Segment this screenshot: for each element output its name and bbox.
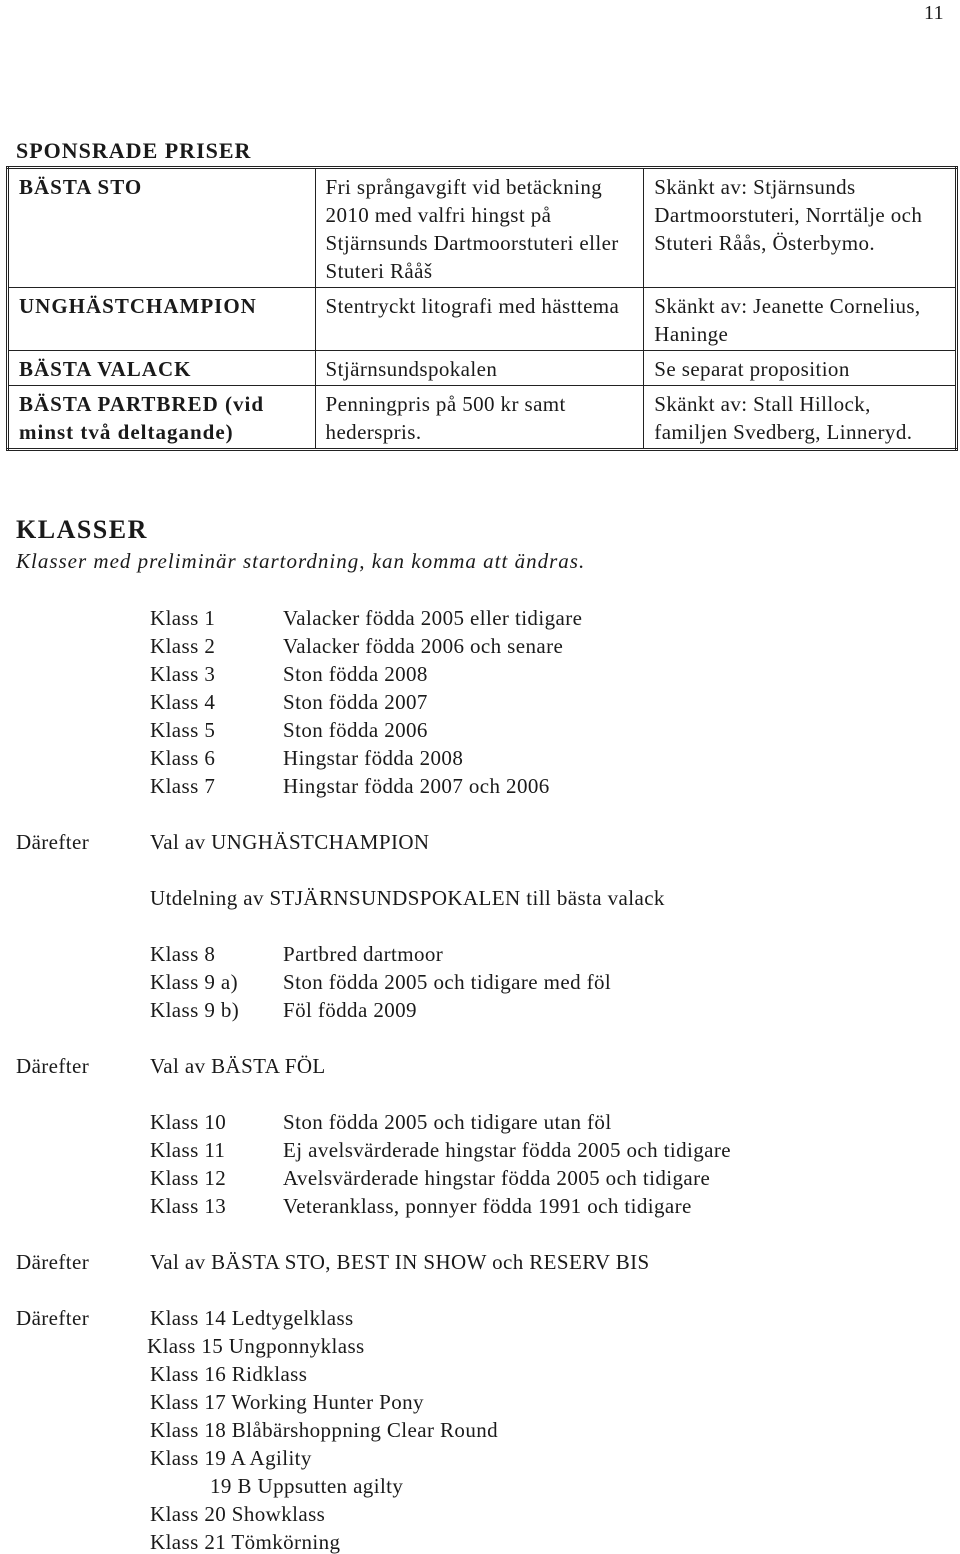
afterwards-label: Därefter [16, 830, 90, 854]
classes-subtitle: Klasser med preliminär startordning, kan komma att ändras. [16, 549, 586, 573]
class-label: Klass 10 [150, 1110, 227, 1134]
table-row [8, 386, 957, 450]
class-label: Klass 12 [150, 1166, 227, 1190]
class-label: Klass 4 [150, 690, 216, 714]
class-description: Partbred dartmoor [283, 942, 444, 966]
class-description: Ston födda 2008 [283, 662, 428, 686]
afterwards-text: Val av UNGHÄSTCHAMPION [150, 830, 430, 854]
class-item: Klass 16 Ridklass [150, 1362, 308, 1386]
prize-donor: Skänkt av: Stjärnsunds Dartmoorstuteri, Norrtälje och Stuteri Råås, Österbymo. [654, 175, 923, 255]
award-text: Utdelning av STJÄRNSUNDSPOKALEN till bästa valack [150, 886, 665, 910]
class-label: Klass 5 [150, 718, 216, 742]
class-item: 19 B Uppsutten agilty [210, 1474, 404, 1498]
prize-description: Fri språngavgift vid betäckning 2010 med valfri hingst på Stjärnsunds Dartmoorstuteri eller Stuteri Rååš [315, 168, 644, 288]
class-item: Klass 15 Ungponnyklass [147, 1334, 365, 1358]
prize-donor: Se separat proposition [644, 351, 957, 386]
class-label: Klass 11 [150, 1138, 226, 1162]
class-description: Valacker födda 2006 och senare [283, 634, 564, 658]
afterwards-label: Därefter [16, 1306, 90, 1330]
afterwards-label: Därefter [16, 1250, 90, 1274]
class-description: Hingstar födda 2007 och 2006 [283, 774, 550, 798]
class-label: Klass 6 [150, 746, 216, 770]
prize-description: Stjärnsundspokalen [315, 351, 644, 386]
prize-name: UNGHÄSTCHAMPION [8, 288, 316, 351]
class-label: Klass 1 [150, 606, 216, 630]
afterwards-text: Val av BÄSTA STO, BEST IN SHOW och RESERV BIS [150, 1250, 650, 1274]
prize-description: Penningpris på 500 kr samt hederspris. [315, 386, 644, 450]
prize-name: BÄSTA PARTBRED (vid minst två deltagande) [8, 386, 316, 450]
afterwards-text: Val av BÄSTA FÖL [150, 1054, 326, 1078]
class-label: Klass 13 [150, 1194, 227, 1218]
class-item: Klass 14 Ledtygelklass [150, 1306, 354, 1330]
class-label: Klass 9 a) [150, 970, 238, 994]
class-label: Klass 8 [150, 942, 216, 966]
class-label: Klass 2 [150, 634, 216, 658]
prize-description: Stentryckt litografi med hästtema [315, 288, 644, 351]
class-item: Klass 20 Showklass [150, 1502, 326, 1526]
class-description: Avelsvärderade hingstar födda 2005 och tidigare [283, 1166, 711, 1190]
class-description: Föl födda 2009 [283, 998, 417, 1022]
page-number: 11 [923, 2, 944, 24]
class-description: Ston födda 2007 [283, 690, 428, 714]
class-description: Veteranklass, ponnyer födda 1991 och tidigare [283, 1194, 692, 1218]
class-item: Klass 19 A Agility [150, 1446, 312, 1470]
class-label: Klass 3 [150, 662, 216, 686]
table-row [8, 288, 957, 351]
class-item: Klass 21 Tömkörning [150, 1530, 341, 1554]
class-description: Ston födda 2005 och tidigare utan föl [283, 1110, 612, 1134]
prize-donor: Skänkt av: Stall Hillock, familjen Svedberg, Linneryd. [644, 386, 957, 450]
table-row [8, 168, 957, 288]
prize-donor: Skänkt av: Jeanette Cornelius, Haninge [644, 288, 957, 351]
class-item: Klass 17 Working Hunter Pony [150, 1390, 424, 1414]
prize-name: BÄSTA STO [8, 168, 316, 288]
classes-heading: KLASSER [16, 515, 148, 544]
class-description: Valacker födda 2005 eller tidigare [283, 606, 583, 630]
class-label: Klass 9 b) [150, 998, 240, 1022]
class-description: Hingstar födda 2008 [283, 746, 464, 770]
sponsored-prizes-table [6, 166, 958, 451]
class-description: Ej avelsvärderade hingstar födda 2005 och tidigare [283, 1138, 732, 1162]
sponsored-prizes-heading: SPONSRADE PRISER [16, 138, 252, 163]
class-description: Ston födda 2005 och tidigare med föl [283, 970, 612, 994]
class-description: Ston födda 2006 [283, 718, 428, 742]
table-row [8, 351, 957, 386]
class-item: Klass 18 Blåbärshoppning Clear Round [150, 1418, 499, 1442]
prize-name: BÄSTA VALACK [8, 351, 316, 386]
afterwards-label: Därefter [16, 1054, 90, 1078]
class-label: Klass 7 [150, 774, 216, 798]
